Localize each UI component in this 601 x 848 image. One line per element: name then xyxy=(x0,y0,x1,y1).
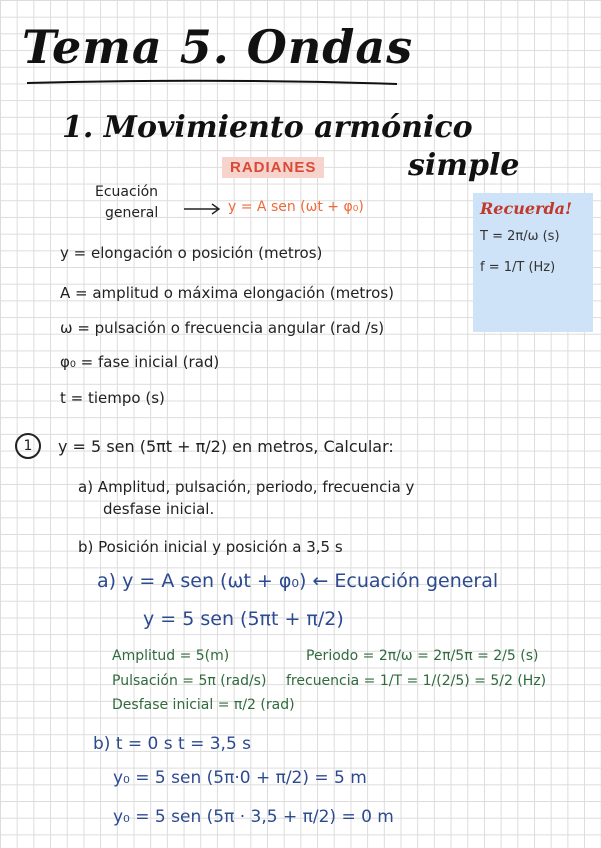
ecuacion-formula: y = A sen (ωt + φ₀) xyxy=(228,199,364,215)
page-title: Tema 5. Ondas xyxy=(22,20,414,74)
radianes-highlight: RADIANES xyxy=(222,157,324,178)
solution-desfase: Desfase inicial = π/2 (rad) xyxy=(112,697,295,713)
recuerda-title: Recuerda! xyxy=(480,199,573,218)
section-heading-text: Movimiento armónico xyxy=(103,110,473,145)
solution-a-line2: y = 5 sen (5πt + π/2) xyxy=(143,608,344,630)
exercise-part-a-line1: a) Amplitud, pulsación, periodo, frecuencia y xyxy=(78,478,415,496)
solution-b-line2: y₀ = 5 sen (5π·0 + π/2) = 5 m xyxy=(113,768,367,788)
definition-amplitude: A = amplitud o máxima elongación (metros) xyxy=(60,284,394,302)
exercise-part-a-line2: desfase inicial. xyxy=(103,500,215,518)
solution-pulsacion: Pulsación = 5π (rad/s) xyxy=(112,673,267,689)
definition-pulsation: ω = pulsación o frecuencia angular (rad /s) xyxy=(60,319,385,337)
solution-b-line1: b) t = 0 s t = 3,5 s xyxy=(93,734,252,754)
exercise-statement: y = 5 sen (5πt + π/2) en metros, Calcular: xyxy=(58,437,394,456)
recuerda-period: T = 2π/ω (s) xyxy=(480,229,560,244)
section-heading xyxy=(62,110,473,145)
solution-a-line1: a) y = A sen (ωt + φ₀) ← Ecuación general xyxy=(97,570,499,592)
section-number: 1. xyxy=(62,110,94,145)
title-underline xyxy=(22,78,402,88)
definition-elongation: y = elongación o posición (metros) xyxy=(60,244,323,262)
ecuacion-label-1: Ecuación xyxy=(95,184,159,200)
solution-b-line3: y₀ = 5 sen (5π · 3,5 + π/2) = 0 m xyxy=(113,807,394,827)
solution-amplitud: Amplitud = 5(m) xyxy=(112,648,230,664)
exercise-number-badge: 1 xyxy=(15,433,41,459)
exercise-part-b: b) Posición inicial y posición a 3,5 s xyxy=(78,538,343,556)
arrow-right-icon xyxy=(182,202,224,216)
recuerda-frequency: f = 1/T (Hz) xyxy=(480,260,556,275)
solution-periodo: Periodo = 2π/ω = 2π/5π = 2/5 (s) xyxy=(306,648,539,664)
definition-time: t = tiempo (s) xyxy=(60,389,165,407)
solution-frecuencia: frecuencia = 1/T = 1/(2/5) = 5/2 (Hz) xyxy=(286,673,547,689)
section-heading-2: simple xyxy=(408,148,520,183)
ecuacion-label-2: general xyxy=(105,205,159,221)
definition-phase: φ₀ = fase inicial (rad) xyxy=(60,353,220,371)
